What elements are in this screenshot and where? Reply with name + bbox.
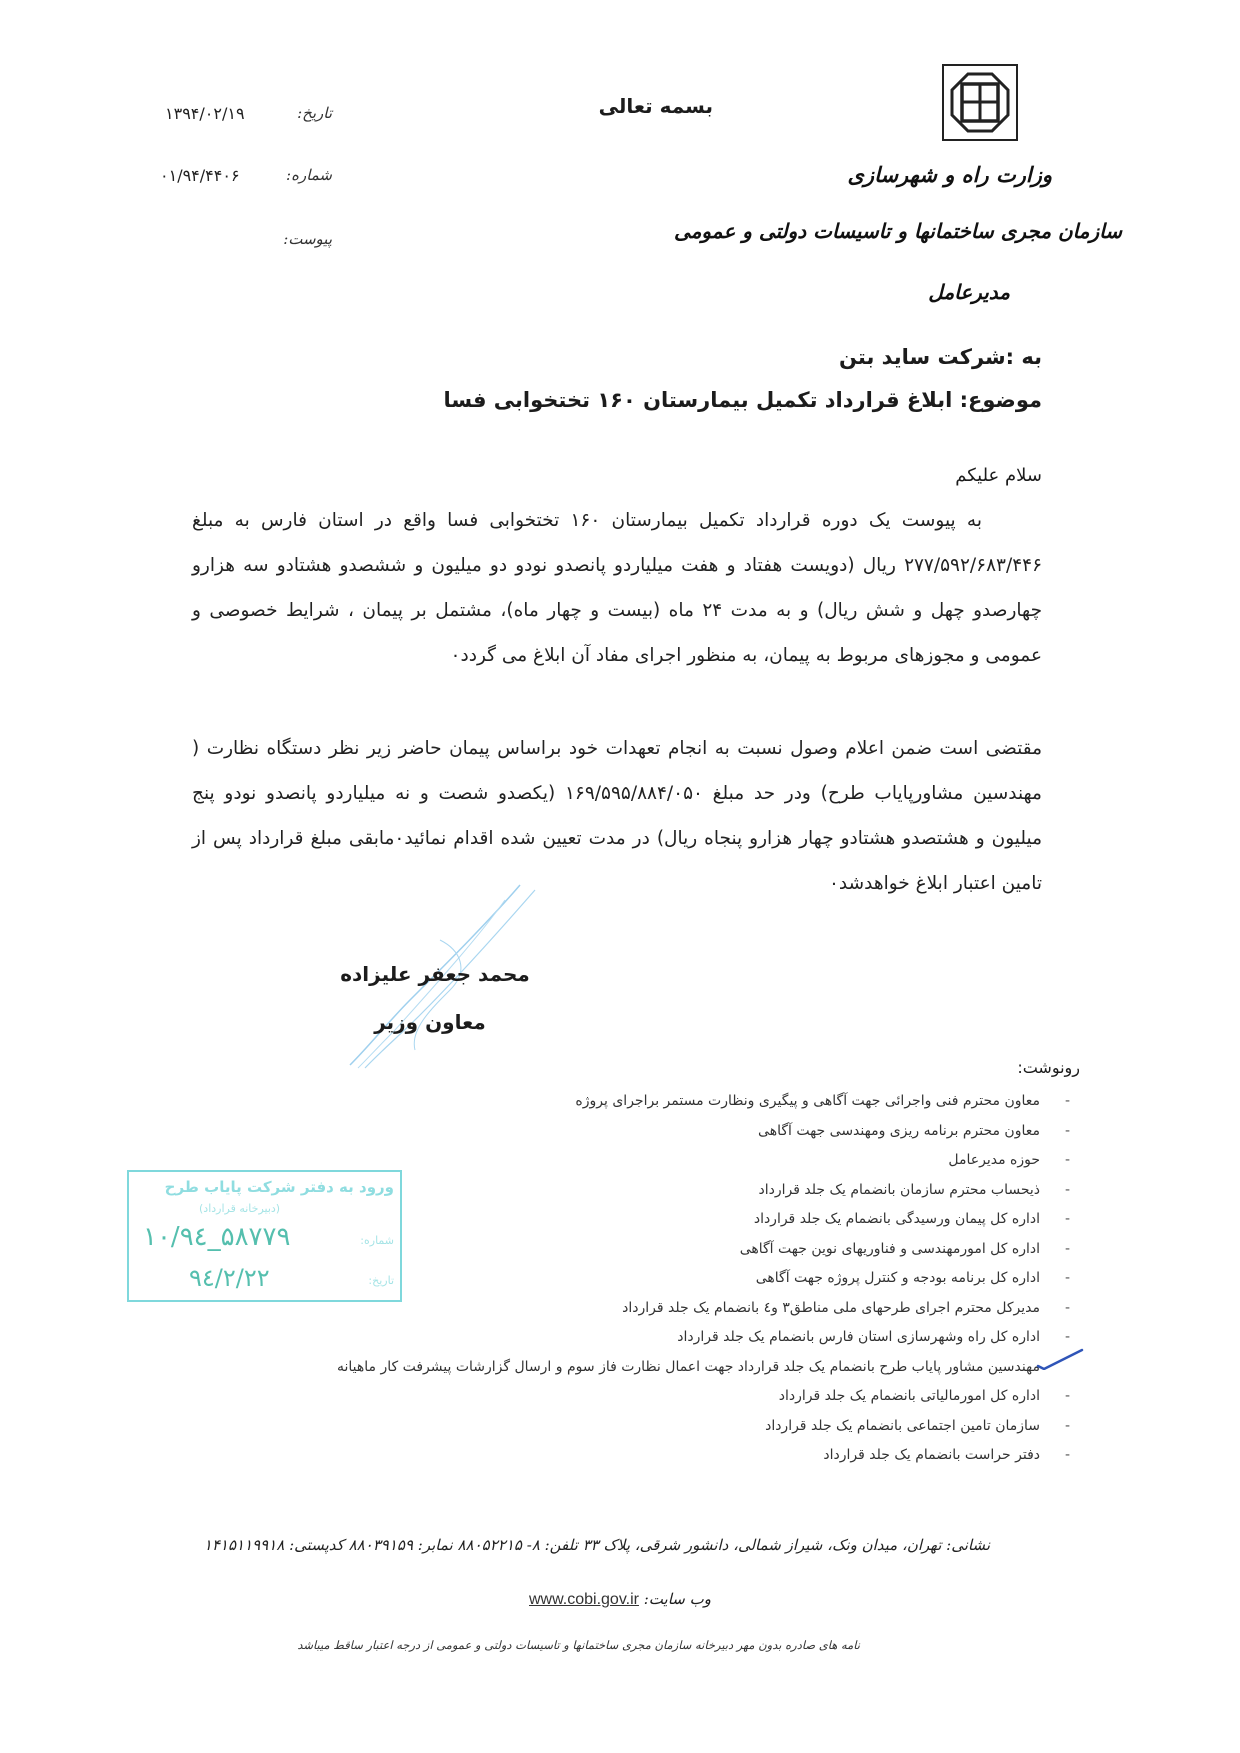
cc-item: - اداره کل پیمان ورسیدگی بانضمام یک جلد قرارداد bbox=[180, 1205, 1040, 1235]
cc-item: - حوزه مدیرعامل bbox=[180, 1146, 1040, 1176]
body-paragraph-2: مقتضی است ضمن اعلام وصول نسبت به انجام تعهدات خود براساس پیمان حاضر زیر نظر دستگاه نظارت ( مهندسین مشاورپایاب طرح) ودر حد مبلغ ۱۶۹/۵۹۵/۸۸۴/۰۵۰ (یکصدو شصت و نه میلیاردو پانصدو نودو پنج میلیون و هشتصدو هشتادو چهار هزارو پنجاه ریال) در مدت تعیین شده اقدام نمائید٠مابقی مبلغ قرارداد پس از تامین اعتبار ابلاغ خواهدشد٠ bbox=[192, 738, 1042, 894]
date-label: تاریخ: bbox=[297, 104, 332, 122]
attachment-label: پیوست: bbox=[283, 230, 332, 248]
subject: موضوع: ابلاغ قرارداد تکمیل بیمارستان ۱۶۰ تختخوابی فسا bbox=[443, 388, 1042, 412]
cc-title: رونوشت: bbox=[1017, 1058, 1080, 1077]
cc-item: - اداره کل برنامه بودجه و کنترل پروژه جهت آگاهی bbox=[180, 1264, 1040, 1294]
website-label: وب سایت: bbox=[643, 1590, 711, 1608]
bullet-dash-icon: - bbox=[1064, 1122, 1070, 1139]
cc-item: - مدیرکل محترم اجرای طرحهای ملی مناطق۳ و٤ بانضمام یک جلد قرارداد bbox=[180, 1294, 1040, 1324]
cc-item: - دفتر حراست بانضمام یک جلد قرارداد bbox=[180, 1441, 1040, 1471]
footer-note: نامه های صادره بدون مهر دبیرخانه سازمان مجری ساختمانها و تاسیسات دولتی و عمومی از درجه اعتبار ساقط میباشد bbox=[297, 1638, 860, 1652]
stamp-number: ۱۰/۹٤_۵۸۷۷۹ bbox=[143, 1222, 291, 1252]
footer-address: نشانی: تهران، میدان ونک، شیراز شمالی، دانشور شرقی، پلاک ۳۳ تلفن: ۸- ۸۸۰۵۲۲۱۵ نمابر: ۸۸۰۳۹۱۵۹ کدپستی: ۱۴۱۵۱۱۹۹۱۸ bbox=[203, 1536, 990, 1554]
date-value: ۱۳۹۴/۰۲/۱۹ bbox=[165, 104, 245, 123]
body-paragraph-1: به پیوست یک دوره قرارداد تکمیل بیمارستان ۱۶۰ تختخوابی فسا واقع در استان فارس به مبلغ ۲۷۷/۵۹۲/۶۸۳/۴۴۶ ریال (دویست هفتاد و هفت میلیاردو پانصدو نودو دو میلیون و ششصدو هشتادو سه هزارو چهارصدو چهل و شش ریال) و به مدت ۲۴ ماه (بیست و چهار ماه)، مشتمل بر پیمان ، شرایط خصوصی و عمومی و مجوزهای مربوط به پیمان، به منظور اجرای مفاد آن ابلاغ می گردد٠ bbox=[192, 510, 1043, 666]
bullet-dash-icon: - bbox=[1064, 1093, 1070, 1109]
bullet-dash-icon: - bbox=[1064, 1240, 1070, 1257]
website-link[interactable]: www.cobi.gov.ir bbox=[529, 1591, 639, 1608]
cc-item: - اداره کل امورمهندسی و فناوریهای نوین جهت آگاهی bbox=[180, 1235, 1040, 1265]
number-value: ۰۱/۹۴/۴۴۰۶ bbox=[160, 166, 240, 185]
cc-item: - معاون محترم برنامه ریزی ومهندسی جهت آگاهی bbox=[180, 1117, 1040, 1147]
cc-item: - اداره کل امورمالیاتی بانضمام یک جلد قرارداد bbox=[180, 1382, 1040, 1412]
stamp-date: ۹٤/۲/۲۲ bbox=[189, 1264, 270, 1292]
office-name: مدیرعامل bbox=[928, 280, 1010, 304]
number-label: شماره: bbox=[286, 166, 332, 184]
stamp-date-label: تاریخ: bbox=[368, 1274, 394, 1287]
checkmark-icon bbox=[1036, 1348, 1086, 1370]
cc-item: - اداره کل راه وشهرسازی استان فارس بانضمام یک جلد قرارداد bbox=[180, 1323, 1040, 1353]
emblem-icon bbox=[948, 70, 1012, 135]
stamp-subheading: (دبیرخانه قرارداد) bbox=[199, 1202, 281, 1215]
received-stamp bbox=[127, 1170, 402, 1302]
bullet-dash-icon: - bbox=[1064, 1270, 1070, 1286]
bullet-dash-icon: - bbox=[1064, 1181, 1070, 1198]
signatory-name: محمد جعفر علیزاده bbox=[340, 962, 530, 986]
bullet-dash-icon: - bbox=[1064, 1299, 1070, 1316]
organization-name: سازمان مجری ساختمانها و تاسیسات دولتی و عمومی bbox=[674, 219, 1122, 243]
bullet-dash-icon: - bbox=[1064, 1417, 1070, 1434]
bullet-dash-icon: - bbox=[1064, 1211, 1070, 1227]
addressee: به :شرکت ساید بتن bbox=[838, 345, 1042, 369]
bullet-dash-icon: - bbox=[1064, 1152, 1070, 1168]
greeting: سلام علیکم bbox=[955, 465, 1042, 486]
stamp-heading: ورود به دفتر شرکت پایاب طرح bbox=[164, 1178, 394, 1196]
bullet-dash-icon: - bbox=[1064, 1447, 1070, 1463]
signatory-title: معاون وزیر bbox=[374, 1010, 486, 1034]
cc-item: - ذیحساب محترم سازمان بانضمام یک جلد قرارداد bbox=[180, 1176, 1040, 1206]
basmala: بسمه تعالی bbox=[598, 94, 713, 118]
bullet-dash-icon: - bbox=[1064, 1388, 1070, 1404]
ministry-logo bbox=[942, 64, 1018, 141]
cc-item-checked: مهندسین مشاور پایاب طرح بانضمام یک جلد قرارداد جهت اعمال نظارت فاز سوم و ارسال گزارشات پیشرفت کار ماهیانه bbox=[336, 1358, 1040, 1375]
cc-item: - معاون محترم فنی واجرائی جهت آگاهی و پیگیری ونظارت مستمر براجرای پروژه bbox=[180, 1087, 1040, 1117]
cc-item: - سازمان تامین اجتماعی بانضمام یک جلد قرارداد bbox=[180, 1412, 1040, 1442]
footer-website bbox=[500, 1590, 740, 1609]
ministry-name: وزارت راه و شهرسازی bbox=[847, 162, 1052, 187]
bullet-dash-icon: - bbox=[1064, 1329, 1070, 1345]
stamp-number-label: شماره: bbox=[360, 1234, 394, 1247]
